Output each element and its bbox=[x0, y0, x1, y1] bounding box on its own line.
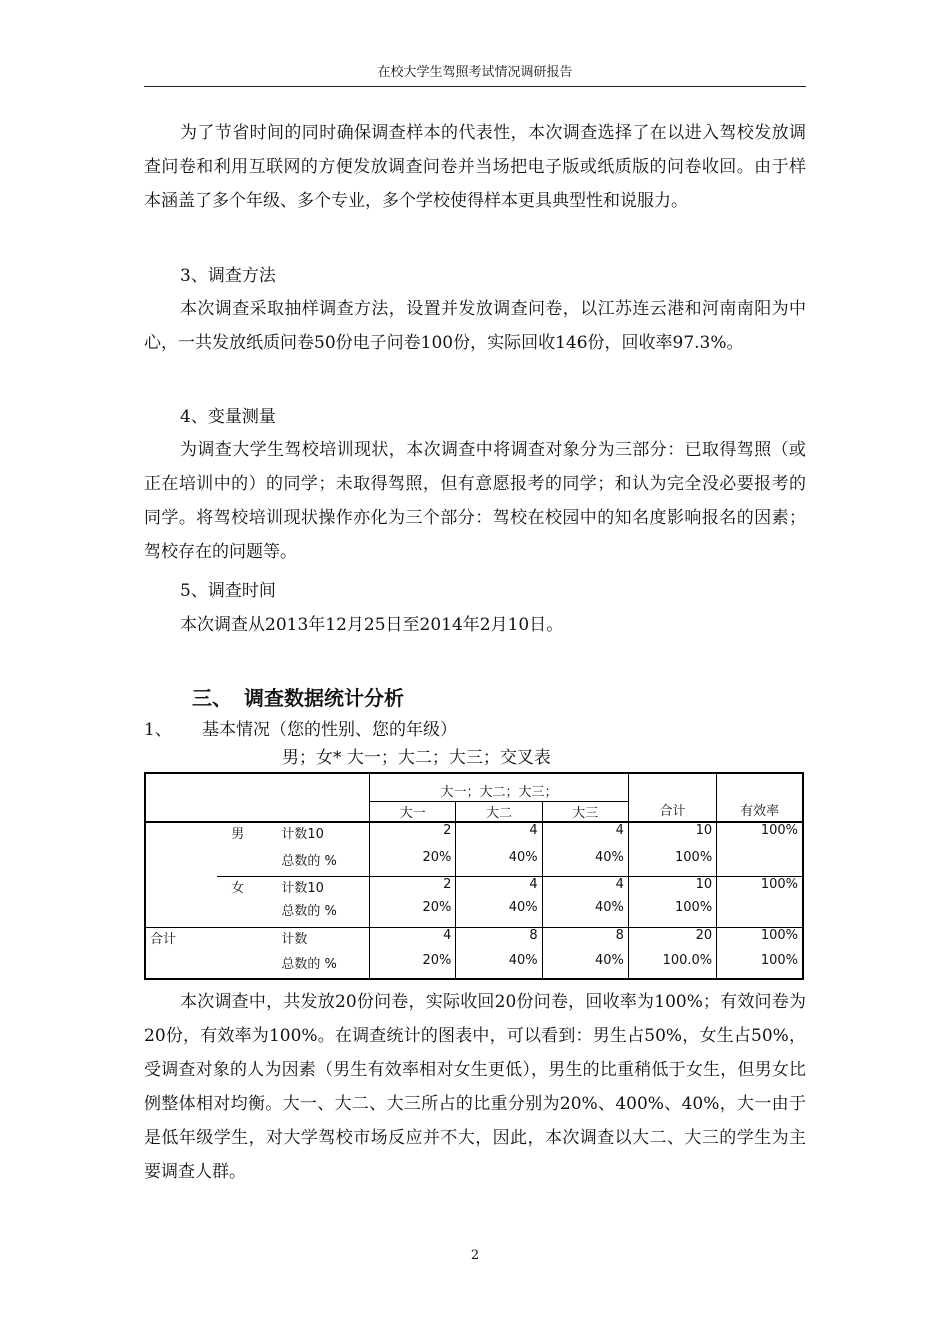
table-header-row bbox=[145, 773, 803, 801]
table-cell: 40% bbox=[456, 953, 542, 979]
table-cell: 2 bbox=[370, 876, 456, 900]
table-cell: 40% bbox=[542, 900, 628, 927]
table-cell: 8 bbox=[542, 927, 628, 953]
row-count-label: 计数10 bbox=[281, 827, 324, 842]
section-title: 调查数据统计分析 bbox=[244, 686, 404, 710]
row-pct-label: 总数的 % bbox=[281, 904, 337, 919]
analysis-paragraph: 本次调查中，共发放20份问卷，实际收回20份问卷，回收率为100%；有效问卷为20份，有效率为100%。在调查统计的图表中，可以看到：男生占50%，女生占50%，受调查对象的人为因素（男生有效率相对女生更低），男生的比重稍低于女生，但男女比例整体相对均衡。大一、大二、大三所占的比重分别为20%、400%、40%，大一由于是低年级学生，对大学驾校市场反应并不大，因此，本次调查以大二、大三的学生为主要调查人群。 bbox=[144, 992, 806, 1182]
table-row bbox=[145, 927, 803, 953]
crosstab-table bbox=[144, 772, 804, 980]
table-row bbox=[145, 900, 803, 927]
table-cell: 100% bbox=[717, 927, 803, 953]
table-cell: 4 bbox=[456, 822, 542, 850]
running-header: 在校大学生驾照考试情况调研报告 bbox=[377, 65, 573, 80]
item-title: 基本情况（您的性别、您的年级） bbox=[202, 720, 457, 740]
table-cell: 40% bbox=[456, 850, 542, 876]
table-cell: 20 bbox=[628, 927, 716, 953]
table-cell: 2 bbox=[370, 822, 456, 850]
grade-group-header: 大一；大二；大三； bbox=[370, 773, 629, 801]
total-header: 合计 bbox=[628, 773, 716, 822]
table-caption: 男；女* 大一；大二；大三；交叉表 bbox=[282, 748, 551, 768]
page-number: 2 bbox=[470, 1248, 480, 1263]
table-cell: 10 bbox=[628, 822, 716, 850]
table-cell: 40% bbox=[542, 850, 628, 876]
variables-heading: 4、变量测量 bbox=[180, 407, 276, 427]
table-cell: 40% bbox=[542, 953, 628, 979]
valid-rate-header: 有效率 bbox=[717, 773, 803, 822]
table-cell: 8 bbox=[456, 927, 542, 953]
header-rule bbox=[144, 86, 806, 87]
table-cell: 100% bbox=[717, 822, 803, 876]
method-heading: 3、调查方法 bbox=[180, 266, 276, 286]
table-cell: 4 bbox=[456, 876, 542, 900]
table-cell: 4 bbox=[370, 927, 456, 953]
table-cell: 40% bbox=[456, 900, 542, 927]
table-row bbox=[145, 876, 803, 900]
table-cell: 20% bbox=[370, 953, 456, 979]
col-header-year2: 大二 bbox=[456, 801, 542, 822]
table-cell: 100% bbox=[717, 953, 803, 979]
method-paragraph: 本次调查采取抽样调查方法，设置并发放调查问卷，以江苏连云港和河南南阳为中心，一共发放纸质问卷50份电子问卷100份，实际回收146份，回收率97.3%。 bbox=[144, 299, 806, 353]
row-pct-label: 总数的 % bbox=[281, 854, 337, 869]
table-cell: 100.0% bbox=[628, 953, 716, 979]
variables-paragraph: 为调查大学生驾校培训现状，本次调查中将调查对象分为三部分：已取得驾照（或正在培训中的）的同学；未取得驾照，但有意愿报考的同学；和认为完全没必要报考的同学。将驾校培训现状操作亦化为三个部分：驾校在校园中的知名度影响报名的因素；驾校存在的问题等。 bbox=[144, 440, 806, 562]
table-cell: 20% bbox=[370, 850, 456, 876]
row-count-label: 计数 bbox=[277, 927, 369, 953]
table-row bbox=[145, 822, 803, 850]
row-label-male: 男 bbox=[231, 827, 245, 842]
section-heading bbox=[192, 682, 404, 711]
table-cell: 4 bbox=[542, 822, 628, 850]
table-cell: 100% bbox=[628, 900, 716, 927]
table-row bbox=[145, 850, 803, 876]
table-cell: 20% bbox=[370, 900, 456, 927]
row-count-label: 计数10 bbox=[277, 876, 369, 900]
table-row bbox=[145, 953, 803, 979]
time-heading: 5、调查时间 bbox=[180, 581, 276, 601]
header-corner bbox=[145, 773, 370, 822]
row-label-total: 合计 bbox=[145, 927, 217, 953]
col-header-year3: 大三 bbox=[542, 801, 628, 822]
section-number: 三、 bbox=[192, 686, 232, 710]
table-cell: 100% bbox=[717, 876, 803, 927]
col-header-year1: 大一 bbox=[370, 801, 456, 822]
table-cell: 100% bbox=[628, 850, 716, 876]
table-cell: 4 bbox=[542, 876, 628, 900]
sampling-paragraph: 为了节省时间的同时确保调查样本的代表性，本次调查选择了在以进入驾校发放调查问卷和利用互联网的方便发放调查问卷并当场把电子版或纸质版的问卷收回。由于样本涵盖了多个年级、多个专业，多个学校使得样本更具典型性和说服力。 bbox=[144, 123, 806, 211]
item-heading bbox=[144, 718, 457, 742]
table-cell: 10 bbox=[628, 876, 716, 900]
time-paragraph: 本次调查从2013年12月25日至2014年2月10日。 bbox=[180, 615, 564, 635]
item-number: 1、 bbox=[144, 720, 172, 740]
row-pct-label: 总数的 % bbox=[281, 957, 337, 972]
row-label-female: 女 bbox=[217, 876, 277, 900]
